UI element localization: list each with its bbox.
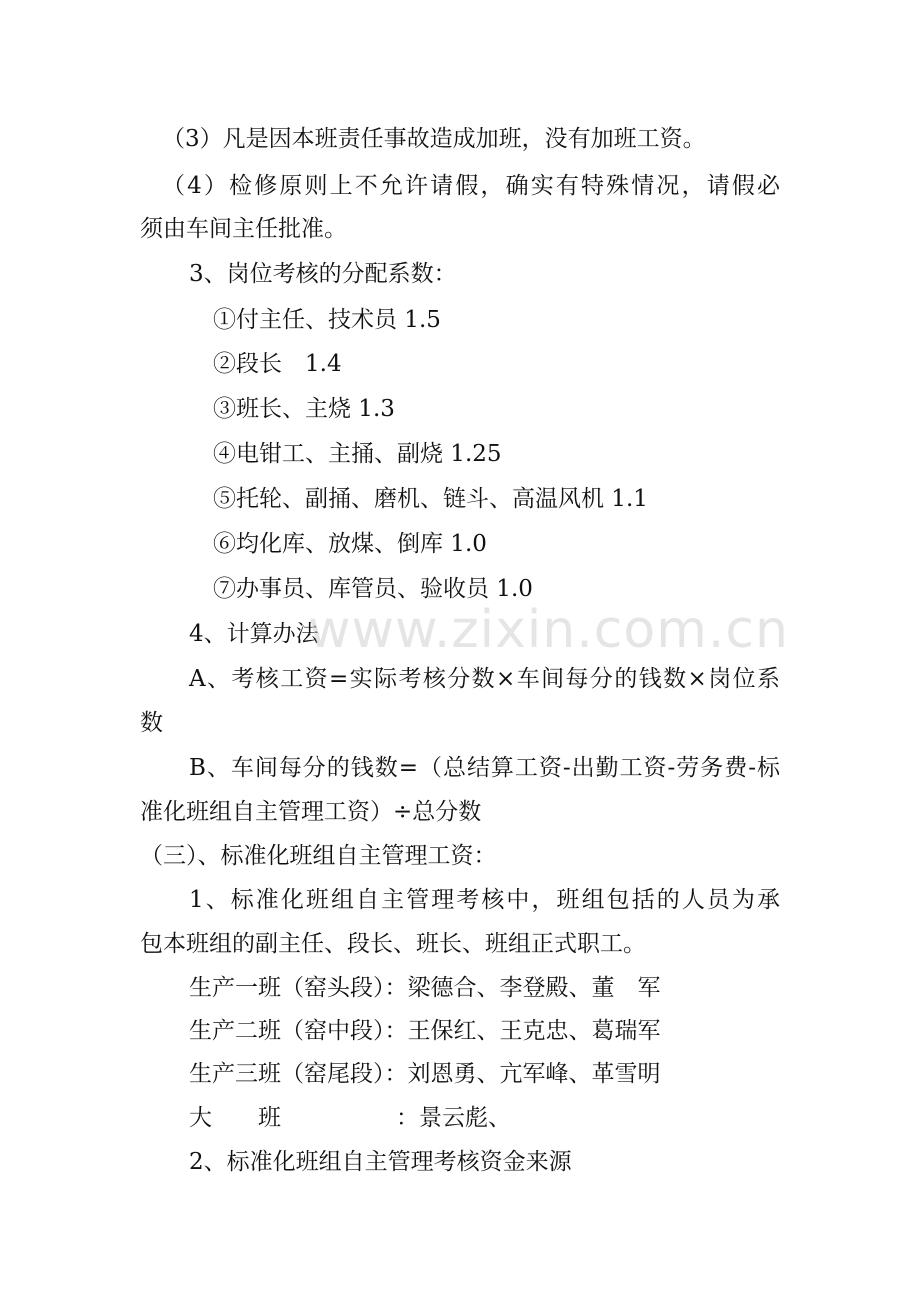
text-line-leave-rule: （4）检修原则上不允许请假，确实有特殊情况，请假必: [162, 173, 780, 199]
team-roster-shift-3: 生产三班（窑尾段）：刘恩勇、亢军峰、革雪明: [189, 1061, 661, 1087]
section-heading-calculation: 4、计算办法: [189, 621, 319, 647]
section-heading-fund-source: 2、标准化班组自主管理考核资金来源: [189, 1149, 572, 1175]
watermark: www.zixin.com.cn: [308, 600, 789, 660]
coefficient-item-4: ④电钳工、主捅、副烧 1.25: [213, 441, 502, 467]
formula-a-cont: 数: [140, 710, 163, 736]
text-line-leave-rule-cont: 须由车间主任批准。: [140, 216, 347, 242]
coefficient-item-1: ①付主任、技术员 1.5: [213, 307, 441, 333]
coefficient-item-2: ②段长 1.4: [213, 351, 342, 377]
formula-a: A、考核工资=实际考核分数×车间每分的钱数×岗位系: [189, 666, 780, 692]
text-line-overtime-rule: （3）凡是因本班责任事故造成加班，没有加班工资。: [162, 126, 706, 152]
coefficient-item-7: ⑦办事员、库管员、验收员 1.0: [213, 576, 533, 602]
section-heading-team-wage: （三）、标准化班组自主管理工资：: [140, 843, 497, 869]
team-roster-main-shift: 大 班 ：景云彪、: [189, 1105, 511, 1131]
team-members-rule-cont: 包本班组的副主任、段长、班长、班组正式职工。: [140, 931, 646, 957]
formula-b: B、车间每分的钱数=（总结算工资-出勤工资-劳务费-标: [189, 755, 780, 781]
section-heading-coefficients: 3、岗位考核的分配系数：: [189, 261, 457, 287]
coefficient-item-6: ⑥均化库、放煤、倒库 1.0: [213, 531, 487, 557]
team-members-rule: 1、标准化班组自主管理考核中，班组包括的人员为承: [189, 887, 780, 913]
team-roster-shift-1: 生产一班（窑头段）：梁德合、李登殿、董 军: [189, 975, 661, 1001]
team-roster-shift-2: 生产二班（窑中段）：王保红、王克忠、葛瑞军: [189, 1018, 661, 1044]
coefficient-item-3: ③班长、主烧 1.3: [213, 396, 395, 422]
formula-b-cont: 准化班组自主管理工资）÷总分数: [140, 799, 482, 825]
coefficient-item-5: ⑤托轮、副捅、磨机、链斗、高温风机 1.1: [213, 486, 648, 512]
